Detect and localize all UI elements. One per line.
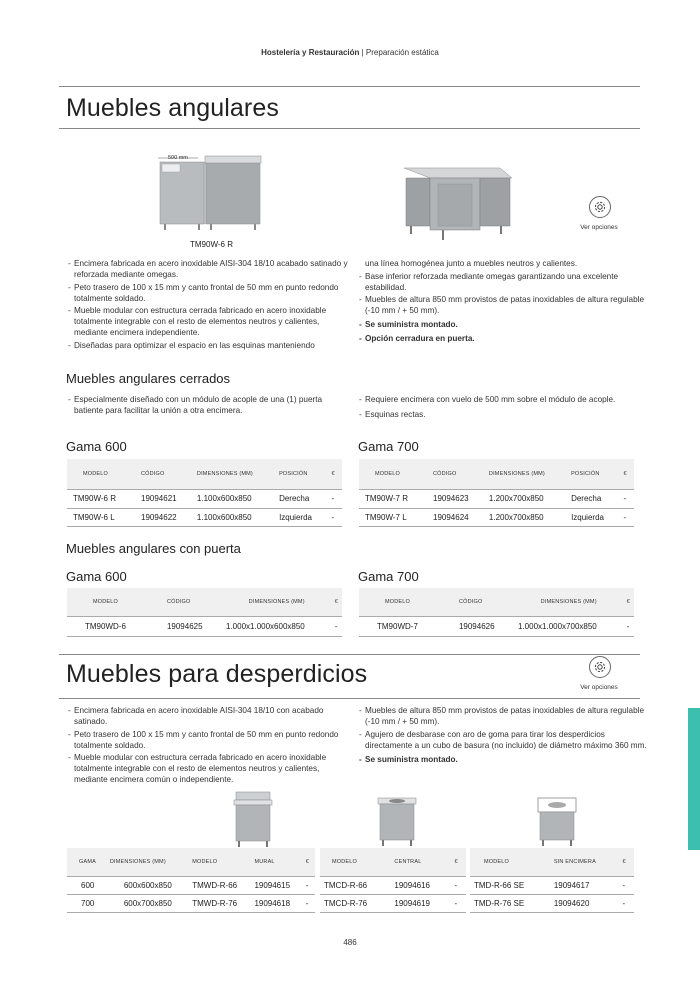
door-gama-700-table [359, 588, 634, 637]
cell-code: 19094623 [429, 489, 485, 508]
column-header: € [626, 598, 630, 605]
cell-position: Izquierda [567, 508, 619, 526]
closed-gama-600-table [67, 459, 342, 527]
column-header: SIN ENCIMERA [553, 858, 596, 865]
column-header: DIMENSIONES (MM) [109, 858, 166, 865]
feature-item: - Encimera fabricada en acero inoxidable AISI-304 18/10 acabado satinado y reforzada mediante omegas. [66, 258, 348, 280]
cell-price: - [328, 489, 342, 508]
waste-mural-table [67, 848, 315, 913]
column-header: MURAL [254, 858, 275, 865]
divider [59, 128, 640, 129]
section-side-tab [688, 708, 700, 850]
options-button[interactable] [589, 656, 611, 678]
feature-item: - Peto trasero de 100 x 15 mm y canto frontal de 50 mm en punto redondo totalmente soldado. [66, 282, 348, 304]
feature-item: - Muebles de altura 850 mm provistos de patas inoxidables de altura regulable (-10 mm / + 50 mm). [357, 705, 647, 727]
column-header: € [331, 470, 335, 477]
cell-model: TM90WD-7 [359, 616, 455, 636]
waste-no-worktop-image [532, 796, 582, 848]
column-header: CENTRAL [394, 858, 422, 865]
column-header: DIMENSIONES (MM) [540, 598, 597, 605]
cell-model: TM90WD-6 [67, 616, 163, 636]
waste-mural-image [228, 790, 278, 848]
section-title-angulares: Muebles angulares [66, 94, 279, 122]
closed-features-right [357, 394, 647, 422]
cell-position: Derecha [275, 489, 327, 508]
feature-item: - Base inferior reforzada mediante omegas garantizando una excelente estabilidad. [357, 271, 647, 293]
column-header: GAMA [79, 858, 96, 865]
table-row [320, 894, 466, 912]
column-header: € [334, 598, 338, 605]
options-button[interactable] [589, 196, 611, 218]
column-header: MODELO [192, 858, 218, 865]
column-header: € [623, 470, 627, 477]
cell-price: - [620, 489, 634, 508]
dimension-label: 500 mm [168, 155, 188, 161]
gama-700-title: Gama 700 [358, 569, 419, 584]
gama-700-title: Gama 700 [358, 439, 419, 454]
cell-model: TMWD-R-76 [188, 894, 250, 912]
cell-price: - [309, 616, 342, 636]
cell-code: 19094615 [250, 876, 301, 894]
feature-item: - Especialmente diseñado con un módulo de acople de una (1) puerta batiente para facilitar la unión a otra encimera. [66, 394, 348, 416]
header-separator: | [359, 48, 366, 57]
cell-model: TM90W-6 L [67, 508, 137, 526]
cell-model: TM90W-6 R [67, 489, 137, 508]
divider [59, 654, 640, 655]
cell-position: Izquierda [275, 508, 327, 526]
cell-code: 19094617 [550, 876, 619, 894]
gama-600-title: Gama 600 [66, 439, 127, 454]
cell-dimensions: 600x700x850 [106, 894, 188, 912]
cell-code: 19094619 [390, 894, 450, 912]
feature-item: - Mueble modular con estructura cerrada fabricado en acero inoxidable totalmente integrable con el resto de elementos neutros y calientes, mediante encimera común o independiente. [66, 752, 348, 785]
column-header: POSICIÓN [571, 470, 600, 477]
cell-model: TMCD-R-66 [320, 876, 390, 894]
column-header: MODELO [83, 470, 109, 477]
options-label[interactable]: Ver opciones [580, 684, 618, 691]
column-header: DIMENSIONES (MM) [196, 470, 253, 477]
feature-item: - Esquinas rectas. [357, 409, 647, 420]
corner-cabinet-image [400, 160, 515, 245]
cell-gama: 600 [67, 876, 106, 894]
cell-model: TMWD-R-66 [188, 876, 250, 894]
header-subsection: Preparación estática [365, 48, 439, 57]
closed-features-left [66, 394, 348, 418]
cell-price: - [302, 876, 315, 894]
cell-price: - [450, 876, 466, 894]
table-row [67, 489, 342, 508]
feature-item: una línea homogénea junto a muebles neutros y calientes. [365, 259, 578, 268]
cell-code: 19094621 [137, 489, 193, 508]
table-row [359, 616, 634, 636]
cell-model: TM90W-7 R [359, 489, 429, 508]
table-row [470, 894, 634, 912]
feature-item: - Agujero de desbarase con aro de goma para tirar los desperdicios directamente a un cubo de basura (no incluido) de diámetro máximo 360 mm. [357, 729, 647, 751]
cell-dimensions: 1.000x1.000x700x850 [514, 616, 601, 636]
cell-dimensions: 1.100x600x850 [193, 508, 275, 526]
waste-central-image [372, 796, 422, 848]
cell-price: - [619, 894, 634, 912]
column-header: MODELO [484, 858, 510, 865]
closed-gama-700-table [359, 459, 634, 527]
waste-no-worktop-table [470, 848, 634, 913]
options-label[interactable]: Ver opciones [580, 224, 618, 231]
cell-dimensions: 1.000x1.000x600x850 [222, 616, 309, 636]
cell-price: - [450, 894, 466, 912]
header-section: Hostelería y Restauración [261, 48, 360, 57]
feature-item: - Mueble modular con estructura cerrada fabricado en acero inoxidable totalmente integrable con el resto de elementos neutros y calientes, mediante encimera independiente. [66, 305, 348, 338]
table-row [67, 616, 342, 636]
column-header: € [454, 858, 458, 865]
door-gama-600-table [67, 588, 342, 637]
column-header: DIMENSIONES (MM) [488, 470, 545, 477]
page-number: 486 [343, 938, 357, 947]
column-header: MODELO [332, 858, 358, 865]
cell-dimensions: 1.100x600x850 [193, 489, 275, 508]
subsection-title-cerrados: Muebles angulares cerrados [66, 371, 231, 386]
gear-icon [593, 200, 607, 214]
cell-model: TMCD-R-76 [320, 894, 390, 912]
section-title-desperdicios: Muebles para desperdicios [66, 660, 368, 688]
feature-item: - Requiere encimera con vuelo de 500 mm sobre el módulo de acople. [357, 394, 647, 405]
waste-features-left [66, 705, 348, 787]
features-left [66, 258, 348, 352]
column-header: € [622, 858, 626, 865]
waste-features-right [357, 705, 647, 766]
table-row [470, 876, 634, 894]
feature-item-bold: - Opción cerradura en puerta. [357, 333, 647, 344]
column-header: MODELO [375, 470, 401, 477]
cell-code: 19094622 [137, 508, 193, 526]
feature-item-bold: - Se suministra montado. [357, 754, 647, 765]
column-header: DIMENSIONES (MM) [248, 598, 305, 605]
cell-code: 19094620 [550, 894, 619, 912]
cell-code: 19094626 [455, 616, 514, 636]
cell-price: - [601, 616, 634, 636]
cell-dimensions: 1.200x700x850 [485, 508, 567, 526]
column-header: CÓDIGO [433, 470, 457, 477]
waste-central-table [320, 848, 466, 913]
cell-price: - [328, 508, 342, 526]
cell-code: 19094618 [250, 894, 301, 912]
divider [59, 86, 640, 87]
cell-price: - [302, 894, 315, 912]
cabinet-tm90w-6r-image [150, 150, 265, 240]
cell-code: 19094624 [429, 508, 485, 526]
feature-item: - Diseñadas para optimizar el espacio en las esquinas manteniendo [66, 340, 348, 351]
column-header: MODELO [93, 598, 119, 605]
table-row [67, 894, 315, 912]
feature-item: - Peto trasero de 100 x 15 mm y canto frontal de 50 mm en punto redondo totalmente soldado. [66, 729, 348, 751]
feature-item: - Muebles de altura 850 mm provistos de patas inoxidables de altura regulable (-10 mm / + 50 mm). [357, 294, 647, 316]
cell-code: 19094616 [390, 876, 450, 894]
column-header: € [305, 858, 309, 865]
column-header: CÓDIGO [141, 470, 165, 477]
cell-model: TM90W-7 L [359, 508, 429, 526]
table-row [67, 508, 342, 526]
column-header: CÓDIGO [458, 598, 483, 605]
column-header: POSICIÓN [279, 470, 308, 477]
gear-icon [593, 660, 607, 674]
cell-price: - [620, 508, 634, 526]
subsection-title-con-puerta: Muebles angulares con puerta [66, 541, 241, 556]
cell-code: 19094625 [163, 616, 222, 636]
figure-caption: TM90W-6 R [190, 240, 233, 249]
table-row [359, 489, 634, 508]
table-row [359, 508, 634, 526]
cell-price: - [619, 876, 634, 894]
cell-dimensions: 600x600x850 [106, 876, 188, 894]
divider [59, 698, 640, 699]
feature-item-bold: - Se suministra montado. [357, 319, 647, 330]
table-row [67, 876, 315, 894]
cell-position: Derecha [567, 489, 619, 508]
features-right [357, 258, 647, 346]
column-header: CÓDIGO [166, 598, 191, 605]
cell-dimensions: 1.200x700x850 [485, 489, 567, 508]
page-header [0, 48, 700, 57]
cell-model: TMD-R-76 SE [470, 894, 550, 912]
gama-600-title: Gama 600 [66, 569, 127, 584]
table-row [320, 876, 466, 894]
column-header: MODELO [385, 598, 411, 605]
cell-gama: 700 [67, 894, 106, 912]
feature-item: - Encimera fabricada en acero inoxidable AISI-304 18/10 con acabado satinado. [66, 705, 348, 727]
cell-model: TMD-R-66 SE [470, 876, 550, 894]
